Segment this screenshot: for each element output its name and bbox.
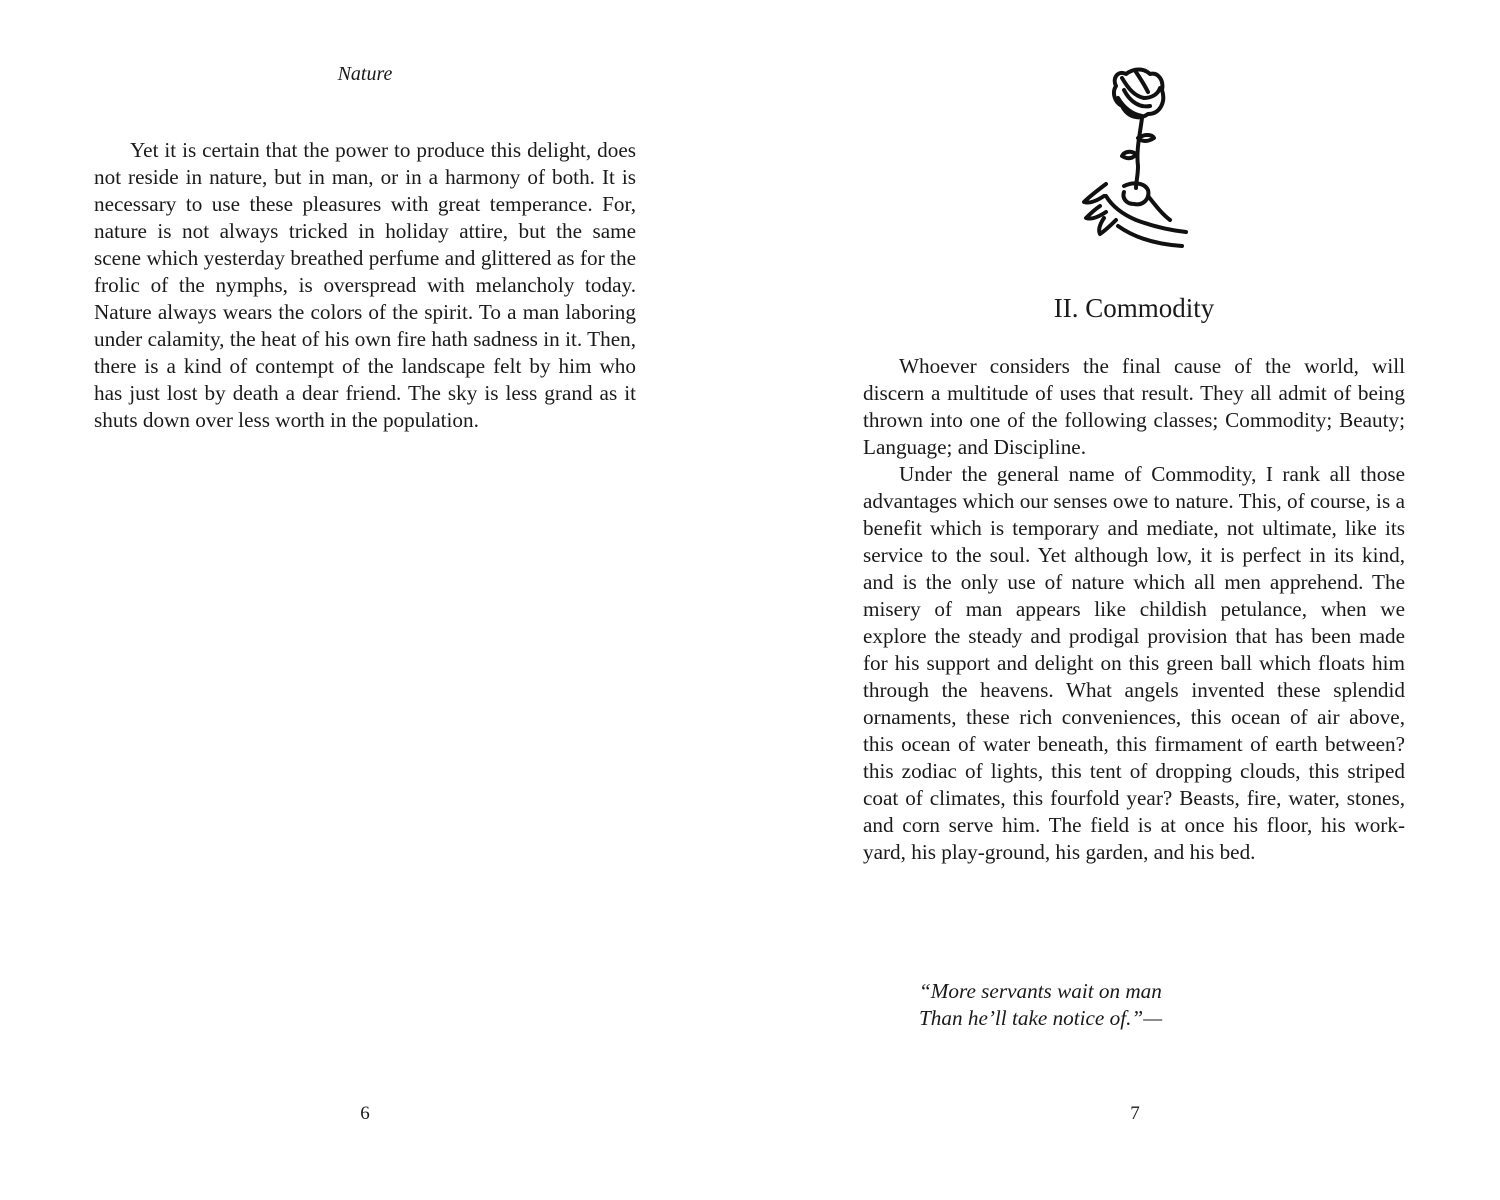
paragraph: Whoever considers the final cause of the world, will discern a multitude of uses that result. They all admit of being thrown into one of the following classes; Commodity; Beauty; Language; and Discipline. [863, 354, 1405, 459]
chapter-title: II. Commodity [1053, 293, 1215, 323]
left-body-text [94, 137, 636, 434]
verse-quote [919, 978, 1339, 1032]
right-body-text [863, 353, 1405, 866]
paragraph: Under the general name of Commodity, I rank all those advantages which our senses owe to nature. This, of course, is a benefit which is temporary and mediate, not ultimate, like its service to the soul. Yet although low, it is perfect in its kind, and is the only use of nature which all men apprehend. The misery of man appears like childish petulance, when we explore the steady and prodigal provision that has been made for his support and delight on this green ball which floats him through the heavens. What angels invented these splendid ornaments, these rich conveniences, this ocean of air above, this ocean of water beneath, this firmament of earth between? this zodiac of lights, this tent of dropping clouds, this striped coat of climates, this fourfold year? Beasts, fire, water, stones, and corn serve him. The field is at once his floor, his work-yard, his play-ground, his garden, and his bed. [863, 462, 1405, 864]
running-head: Nature [337, 63, 393, 85]
right-page [750, 0, 1500, 1200]
page-number: 7 [1130, 1103, 1140, 1124]
page-number: 6 [360, 1103, 370, 1124]
paragraph: Yet it is certain that the power to produce this delight, does not reside in nature, but in man, or in a harmony of both. It is necessary to use these pleasures with great temperance. For, nature is not always tricked in holiday attire, but the same scene which yesterday breathed perfume and glittered as for the frolic of the nymphs, is overspread with melancholy today. Nature always wears the colors of the spirit. To a man laboring under calamity, the heat of his own fire hath sadness in it. Then, there is a kind of contempt of the landscape felt by him who has just lost by death a dear friend. The sky is less grand as it shuts down over less worth in the population. [94, 138, 636, 432]
verse-line: “More servants wait on man [919, 979, 1162, 1003]
hand-holding-rose-icon [1078, 64, 1190, 254]
verse-line: Than he’ll take notice of.”— [919, 1006, 1163, 1030]
